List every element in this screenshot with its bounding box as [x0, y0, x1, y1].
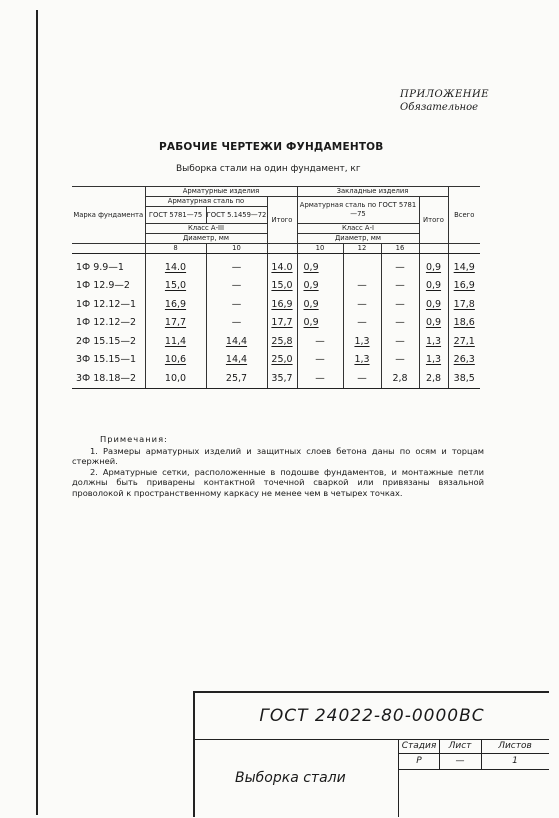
cell-d8: 11,4	[145, 332, 206, 351]
table-row	[72, 254, 480, 277]
cell-d10: 25,7	[206, 369, 267, 388]
cell-d10: —	[206, 277, 267, 296]
cell-total2: 2,8	[419, 369, 448, 388]
appendix-label	[400, 88, 490, 114]
steel-table	[72, 186, 480, 389]
cell-d10: 14,4	[206, 332, 267, 351]
col-header-diameter1: Диаметр, мм	[145, 234, 267, 244]
cell-total2: 0,9	[419, 254, 448, 277]
table-row	[72, 314, 480, 333]
cell-e16: —	[381, 277, 419, 296]
cell-e16: —	[381, 295, 419, 314]
cell-total2: 1,3	[419, 351, 448, 370]
cell-mark: 1Ф 12.12—2	[72, 314, 145, 333]
notes-section	[72, 434, 484, 498]
cell-all: 26,3	[448, 351, 480, 370]
cell-total2: 1,3	[419, 332, 448, 351]
col-header-embedded-steel: Арматурная сталь по ГОСТ 5781—75	[297, 197, 419, 224]
cell-total2: 0,9	[419, 295, 448, 314]
cell-e10: 0,9	[297, 314, 343, 333]
cell-total1: 16,9	[267, 295, 297, 314]
col-header-e12: 12	[343, 244, 381, 254]
col-header-brand: Марка фундамента	[72, 187, 145, 244]
title-block	[193, 691, 549, 817]
cell-d10: —	[206, 295, 267, 314]
cell-e10: 0,9	[297, 254, 343, 277]
col-header-class-a1: Класс А-I	[297, 224, 419, 234]
cell-e12: 1,3	[343, 332, 381, 351]
col-header-reinforcing: Арматурные изделия	[145, 187, 297, 197]
cell-all: 17,8	[448, 295, 480, 314]
cell-mark: 2Ф 15.15—2	[72, 332, 145, 351]
cell-all: 18,6	[448, 314, 480, 333]
cell-total1: 35,7	[267, 369, 297, 388]
sheet-name: Выборка стали	[195, 739, 399, 817]
cell-e12: 1,3	[343, 351, 381, 370]
cell-mark: 1Ф 9.9—1	[72, 254, 145, 277]
col-header-brand-blank	[72, 244, 145, 254]
cell-e10: —	[297, 369, 343, 388]
col-header-e16: 16	[381, 244, 419, 254]
cell-mark: 3Ф 18.18—2	[72, 369, 145, 388]
col-header-grand-blank	[448, 244, 480, 254]
cell-e12: —	[343, 277, 381, 296]
table-row	[72, 369, 480, 388]
cell-total1: 15,0	[267, 277, 297, 296]
cell-e12: —	[343, 295, 381, 314]
col-header-embedded: Закладные изделия	[297, 187, 448, 197]
cell-d10: —	[206, 254, 267, 277]
stage-value: Р	[399, 753, 440, 770]
cell-d8: 10,6	[145, 351, 206, 370]
cell-total1: 25,8	[267, 332, 297, 351]
cell-e16: —	[381, 254, 419, 277]
col-header-class-a3: Класс А-III	[145, 224, 267, 234]
cell-total1: 17,7	[267, 314, 297, 333]
cell-mark: 1Ф 12.12—1	[72, 295, 145, 314]
cell-d10: 14,4	[206, 351, 267, 370]
col-header-gost1: ГОСТ 5781—75	[145, 207, 206, 224]
cell-e12	[343, 254, 381, 277]
sheet-value: —	[439, 753, 482, 770]
cell-d8: 10,0	[145, 369, 206, 388]
cell-all: 38,5	[448, 369, 480, 388]
col-header-diameter2: Диаметр, мм	[297, 234, 419, 244]
col-header-e10: 10	[297, 244, 343, 254]
page-title: РАБОЧИЕ ЧЕРТЕЖИ ФУНДАМЕНТОВ	[159, 141, 384, 153]
note-item: 2. Арматурные сетки, расположенные в подошве фундаментов, и монтажные петли должны быть приварены контактной точечной сваркой или привязаны вязальной проволокой к пространственному каркасу не менее чем в четырех точках.	[72, 466, 484, 498]
cell-e10: —	[297, 332, 343, 351]
cell-d8: 14.0	[145, 254, 206, 277]
col-header-d10: 10	[206, 244, 267, 254]
col-header-total2: Итого	[419, 197, 448, 244]
appendix-title: ПРИЛОЖЕНИЕ	[400, 89, 489, 100]
cell-e16: —	[381, 351, 419, 370]
cell-all: 27,1	[448, 332, 480, 351]
col-header-reinforcing-steel: Арматурная сталь по	[145, 197, 267, 207]
col-header-total2-blank	[419, 244, 448, 254]
notes-heading: Примечания:	[100, 434, 168, 444]
sheet-info	[399, 739, 549, 817]
cell-d8: 17,7	[145, 314, 206, 333]
col-header-d8: 8	[145, 244, 206, 254]
cell-e10: —	[297, 351, 343, 370]
table-row	[72, 295, 480, 314]
sheets-label: Листов	[481, 739, 549, 754]
cell-e16: —	[381, 332, 419, 351]
col-header-total1: Итого	[267, 197, 297, 244]
col-header-grand-total: Всего	[448, 187, 480, 244]
appendix-note: Обязательное	[400, 102, 479, 113]
table-row	[72, 277, 480, 296]
cell-mark: 3Ф 15.15—1	[72, 351, 145, 370]
cell-e16: 2,8	[381, 369, 419, 388]
cell-d8: 16,9	[145, 295, 206, 314]
table-caption: Выборка стали на один фундамент, кг	[176, 164, 361, 174]
sheet-label: Лист	[439, 739, 482, 754]
col-header-gost2: ГОСТ 5.1459—72	[206, 207, 267, 224]
table-row	[72, 332, 480, 351]
cell-total2: 0,9	[419, 314, 448, 333]
document-code: ГОСТ 24022-80-0000ВС	[195, 693, 549, 740]
cell-e16: —	[381, 314, 419, 333]
cell-total1: 14.0	[267, 254, 297, 277]
cell-all: 14,9	[448, 254, 480, 277]
cell-d8: 15,0	[145, 277, 206, 296]
cell-mark: 1Ф 12.9—2	[72, 277, 145, 296]
sheets-value: 1	[481, 753, 549, 770]
cell-total2: 0,9	[419, 277, 448, 296]
cell-e10: 0,9	[297, 277, 343, 296]
table-row	[72, 351, 480, 370]
cell-all: 16,9	[448, 277, 480, 296]
cell-e12: —	[343, 314, 381, 333]
note-item: 1. Размеры арматурных изделий и защитных слоев бетона даны по осям и торцам стержней.	[72, 445, 484, 466]
cell-e10: 0,9	[297, 295, 343, 314]
cell-d10: —	[206, 314, 267, 333]
stage-label: Стадия	[399, 739, 440, 754]
cell-e12: —	[343, 369, 381, 388]
col-header-total1-blank	[267, 244, 297, 254]
cell-total1: 25,0	[267, 351, 297, 370]
